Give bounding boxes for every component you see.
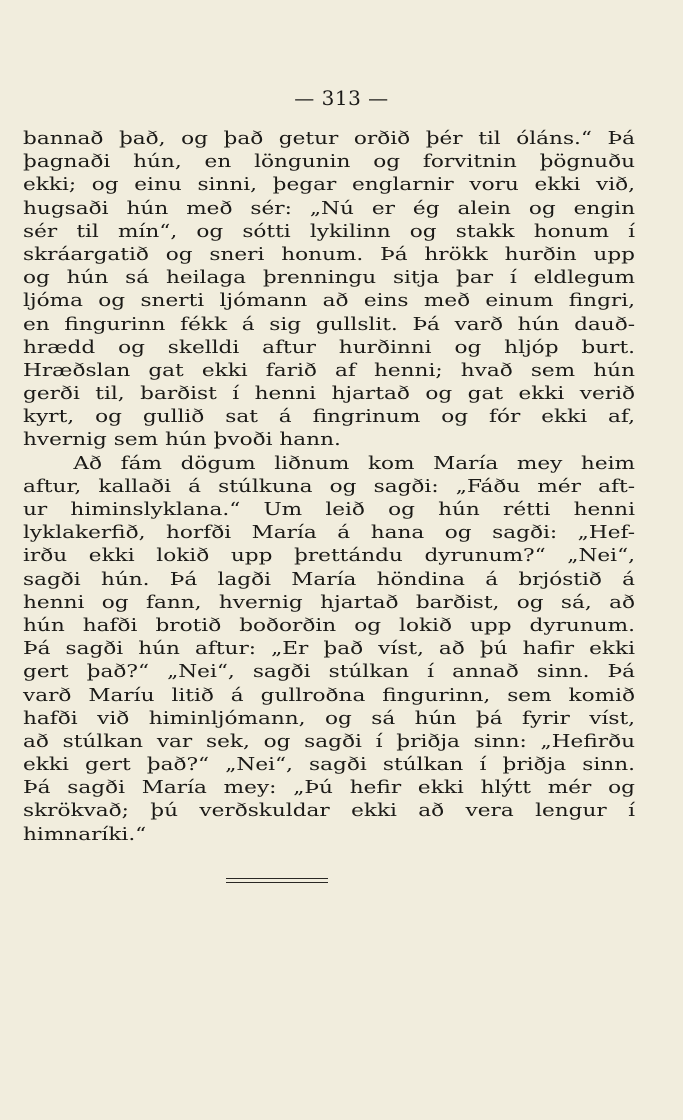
text-line: að stúlkan var sek, og sagði í þriðja sinn: „Hefirðu: [23, 730, 635, 752]
text-line: hún hafði brotið boðorðin og lokið upp dyrunum.: [23, 614, 635, 636]
text-line: varð Maríu litið á gullroðna fingurinn, sem komið: [23, 684, 635, 706]
text-line: en fingurinn fékk á sig gullslit. Þá varð hún dauð-: [23, 313, 635, 335]
text-line: Hræðslan gat ekki farið af henni; hvað sem hún: [23, 359, 635, 381]
text-line: lyklakerfið, horfði María á hana og sagði: „Hef-: [23, 522, 635, 544]
text-line: aftur, kallaði á stúlkuna og sagði: „Fáðu mér aft-: [23, 475, 635, 497]
text-line: bannað það, og það getur orðið þér til óláns.“ Þá: [23, 128, 635, 149]
text-line: hvernig sem hún þvoði hann.: [23, 429, 341, 451]
text-line: ur himinslyklana.“ Um leið og hún rétti henni: [23, 499, 635, 520]
page-number: — 313 —: [294, 86, 389, 110]
text-line: og hún sá heilaga þrenningu sitja þar í eldlegum: [23, 267, 635, 289]
paragraph: [23, 127, 635, 452]
text-line: Þá sagði María mey: „Þú hefir ekki hlýtt mér og: [23, 777, 635, 799]
section-end-rule: [226, 878, 328, 883]
text-line: hafði við himinljómann, og sá hún þá fyrir víst,: [23, 707, 635, 729]
text-line: gert það?“ „Nei“, sagði stúlkan í annað sinn. Þá: [23, 661, 635, 683]
text-line: kyrt, og gullið sat á fingrinum og fór ekki af,: [23, 406, 635, 428]
text-line: skráargatið og sneri honum. Þá hrökk hurðin upp: [23, 243, 635, 265]
text-line: sagði hún. Þá lagði María höndina á brjóstið á: [23, 568, 635, 590]
text-line: ljóma og snerti ljómann að eins með einum fingri,: [23, 290, 635, 312]
text-line: gerði til, barðist í henni hjartað og gat ekki verið: [23, 383, 635, 405]
text-line: himnaríki.“: [23, 823, 147, 845]
text-line: ekki; og einu sinni, þegar englarnir voru ekki við,: [23, 174, 635, 196]
text-line: Þá sagði hún aftur: „Er það víst, að þú hafir ekki: [23, 638, 635, 660]
text-line: skrökvað; þú verðskuldar ekki að vera lengur í: [23, 800, 635, 822]
text-line: sér til mín“, og sótti lykilinn og stakk honum í: [23, 220, 635, 242]
text-line: ekki gert það?“ „Nei“, sagði stúlkan í þriðja sinn.: [23, 754, 635, 776]
paragraph: [23, 452, 635, 846]
text-line: hugsaði hún með sér: „Nú er ég alein og engin: [23, 197, 635, 219]
text-line: Að fám dögum liðnum kom María mey heim: [73, 452, 635, 474]
text-line: henni og fann, hvernig hjartað barðist, og sá, að: [23, 591, 635, 613]
text-line: þagnaði hún, en löngunin og forvitnin þögnuðu: [23, 151, 635, 173]
text-line: irðu ekki lokið upp þrettándu dyrunum?“ „Nei“,: [23, 545, 635, 567]
body-text: [23, 127, 635, 846]
text-line: hrædd og skelldi aftur hurðinni og hljóp burt.: [23, 336, 635, 358]
